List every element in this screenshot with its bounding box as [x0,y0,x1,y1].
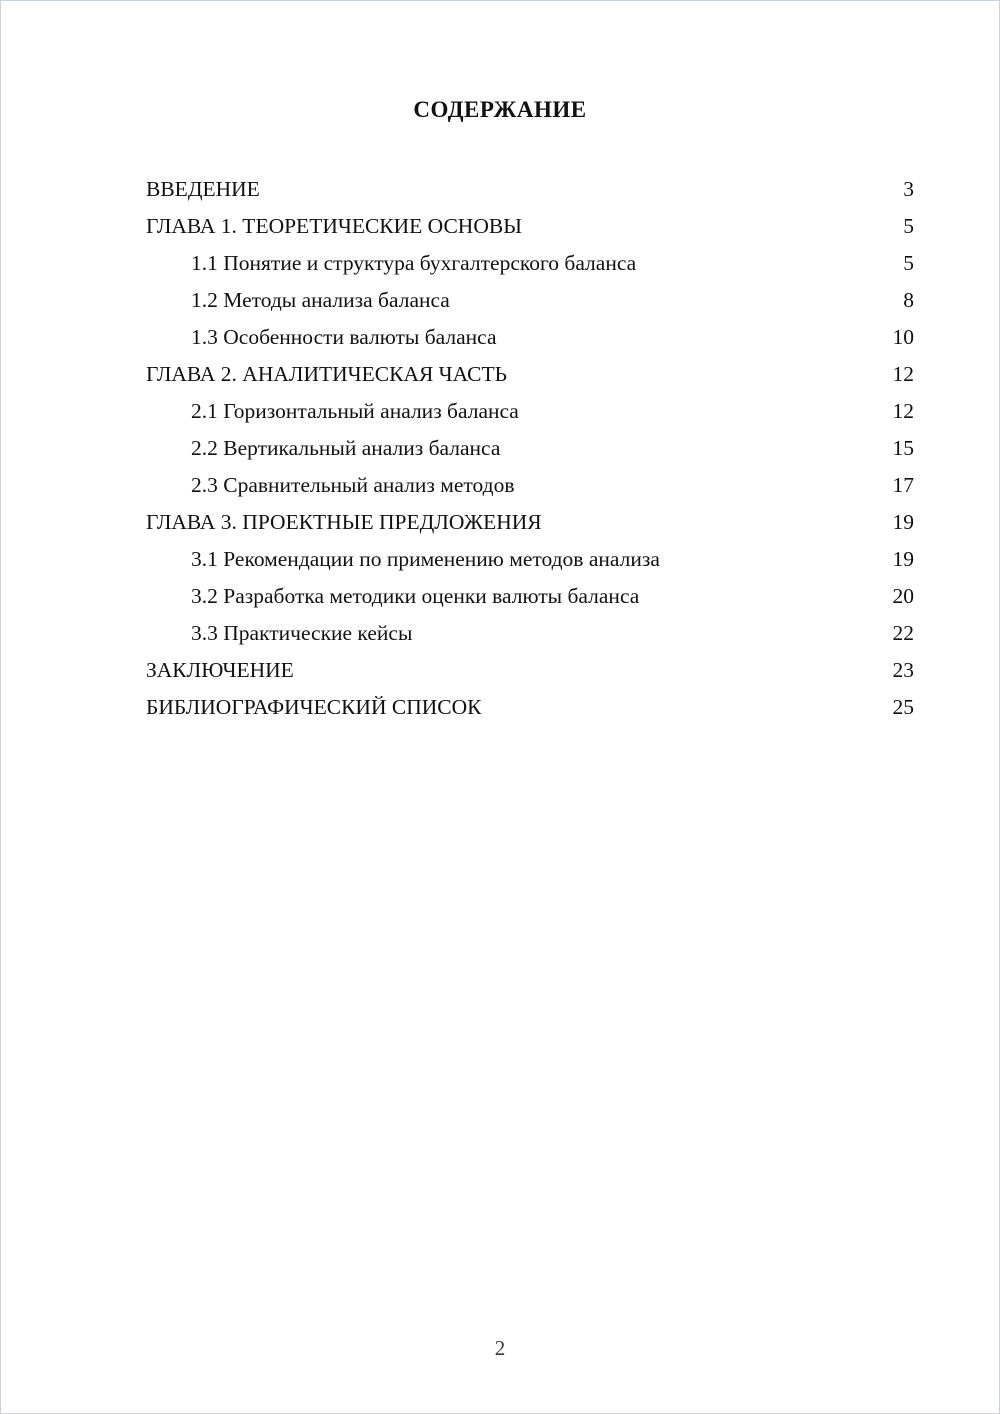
toc-entry-label: ГЛАВА 1. ТЕОРЕТИЧЕСКИЕ ОСНОВЫ [146,214,522,238]
toc-entry-label: 2.3 Сравнительный анализ методов [191,473,515,497]
toc-entry-label: 1.3 Особенности валюты баланса [191,325,497,349]
toc-entry-page: 19 [892,547,914,571]
toc-entry-page: 25 [892,695,914,719]
page-number: 2 [494,1336,506,1360]
toc-entry-label: 3.2 Разработка методики оценки валюты баланса [191,584,640,608]
toc-entry-label: 1.1 Понятие и структура бухгалтерского баланса [191,251,637,275]
toc-entry-page: 5 [903,214,914,238]
toc-entry-label: ЗАКЛЮЧЕНИЕ [146,658,294,682]
toc-entry-label: 2.1 Горизонтальный анализ баланса [191,399,519,423]
toc-entry-page: 8 [903,288,914,312]
toc-entry-label: 3.3 Практические кейсы [191,621,413,645]
toc-entry [146,245,914,282]
toc-entry [146,689,914,726]
toc-entry-label: 1.2 Методы анализа баланса [191,288,450,312]
toc-entry-label: 2.2 Вертикальный анализ баланса [191,436,501,460]
toc-entry [146,541,914,578]
toc-entry [146,356,914,393]
toc-entry-label: ГЛАВА 2. АНАЛИТИЧЕСКАЯ ЧАСТЬ [146,362,507,386]
toc-entry-label: 3.1 Рекомендации по применению методов анализа [191,547,660,571]
toc-entry [146,282,914,319]
toc-entry-page: 5 [903,251,914,275]
table-of-contents [146,171,914,726]
toc-entry-page: 22 [892,621,914,645]
toc-entry [146,578,914,615]
toc-entry-page: 12 [892,362,914,386]
toc-entry-page: 19 [892,510,914,534]
toc-entry-label: БИБЛИОГРАФИЧЕСКИЙ СПИСОК [146,695,482,719]
toc-entry-page: 20 [892,584,914,608]
toc-entry [146,208,914,245]
toc-entry [146,393,914,430]
toc-entry-label: ГЛАВА 3. ПРОЕКТНЫЕ ПРЕДЛОЖЕНИЯ [146,510,542,534]
toc-entry [146,652,914,689]
page-title: СОДЕРЖАНИЕ [413,97,587,122]
toc-entry-page: 17 [892,473,914,497]
toc-entry [146,171,914,208]
toc-entry-page: 10 [892,325,914,349]
toc-entry-label: ВВЕДЕНИЕ [146,177,260,201]
toc-entry-page: 23 [892,658,914,682]
toc-entry-page: 15 [892,436,914,460]
toc-entry-page: 3 [903,177,914,201]
toc-entry-page: 12 [892,399,914,423]
toc-entry [146,467,914,504]
toc-entry [146,615,914,652]
toc-entry [146,430,914,467]
toc-entry [146,319,914,356]
toc-entry [146,504,914,541]
